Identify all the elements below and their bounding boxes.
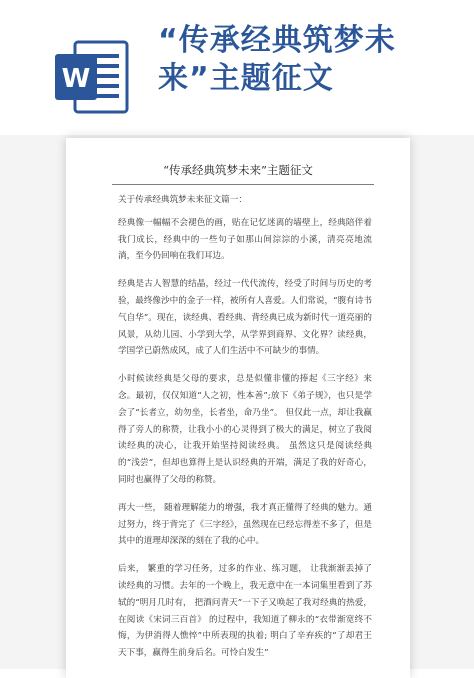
- title-divider: [112, 184, 374, 185]
- document-title: “传承经典筑梦未来”主题征文: [163, 163, 313, 177]
- svg-text:W: W: [61, 64, 91, 94]
- banner-title: “传承经典筑梦未来”主题征文: [158, 23, 396, 96]
- paragraph: 小时候读经典是父母的要求，总是似懂非懂的捧起《三字经》来念。最初，仅仅知道“人之初，性本善”;放下《弟子规》，也只是学会了“长者立，幼勿坐，长者坐，命乃坐”。 但仅此一点，却让我赢得了旁人的称赞，让我小小的心灵得到了极大的满足，树立了我阅读经典的决心，让我开始坚持阅读经典。 虽然这只是阅读经典的“浅尝”，但却也算得上是认识经典的开端，满足了我的好奇心，同时也赢得了父母的称赞。: [118, 374, 372, 485]
- paragraph: 经典是古人智慧的结晶，经过一代代流传，经受了时间与历史的考验，最终像沙中的金子一样，被所有人喜爱。人们常说，“腹有诗书气自华”。现在，读经典、看经典、背经典已成为新时代一道亮丽的风景，从幼儿园、小学到大学，从学界到商界、文化界？读经典，学国学已蔚然成风，成了人们生活中不可缺少的事情。: [118, 279, 372, 357]
- paragraph: 后来， 繁重的学习任务，过多的作业、练习题， 让我渐渐丢掉了读经典的习惯。去年的一个晚上，我无意中在一本词集里看到了苏轼的“明月几时有， 把酒问青天”一下子又唤起了我对经典的热爱，在阅读《宋词三百首》 的过程中，我知道了柳永的“衣带渐宽终不悔，为伊消得人憔悴”中所表现的执着; 明白了辛弃疾的“了却君王天下事，赢得生前身后名。可怜白发生”: [118, 564, 372, 659]
- word-document-icon: [55, 38, 129, 116]
- document-page: [66, 138, 410, 678]
- paragraph: 再大一些， 随着理解能力的增强，我才真正懂得了经典的魅力。通过努力，终于背完了《三字经》，虽然现在已经忘得差不多了，但是其中的道理却深深的刻在了我的心中。: [118, 502, 372, 547]
- banner-header: [0, 0, 474, 135]
- paragraph: 关于传承经典筑梦未来征文篇一：: [118, 195, 247, 205]
- document-body: [118, 192, 372, 668]
- paragraph: 经典像一幅幅不会褪色的画，贴在记忆迷离的墙壁上，经典陪伴着我门成长，经典中的一些句子如那山间淙淙的小溪，清亮亮地流淌，至今仍回响在我们耳边。: [118, 217, 372, 262]
